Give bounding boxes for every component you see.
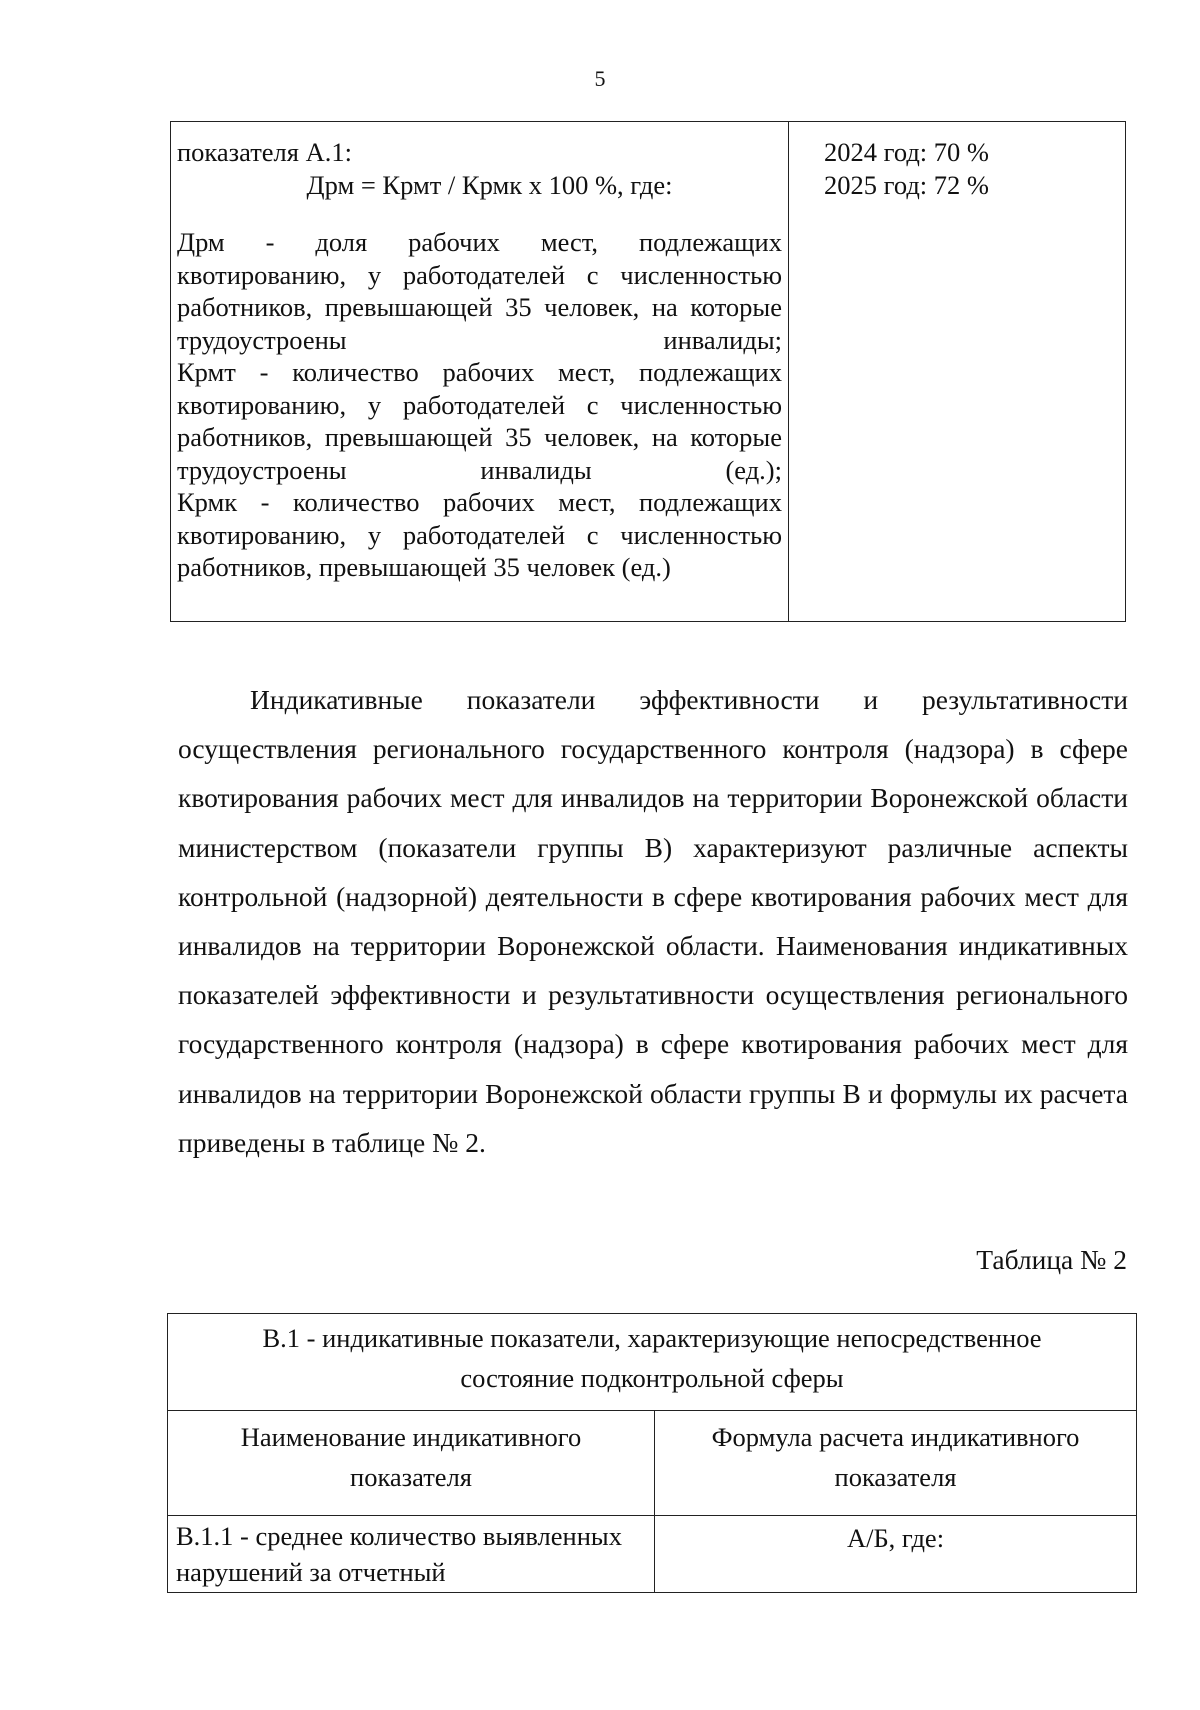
target-2024: 2024 год: 70 % — [824, 137, 989, 167]
definition-drm: Дрм - доля рабочих мест, подлежащих квотированию, у работодателей с численностью работников, превышающей 35 человек, на которые трудоустроены инвалиды; — [177, 227, 782, 355]
indicator-label: показателя А.1: — [177, 137, 352, 167]
column-header-name: Наименование индикативного показателя — [168, 1411, 655, 1516]
target-2025: 2025 год: 72 % — [824, 169, 989, 200]
table-caption: Таблица № 2 — [976, 1244, 1127, 1275]
indicator-table-a1 — [170, 121, 1126, 622]
formula: Дрм = Крмт / Крмк х 100 %, где: — [306, 169, 673, 200]
target-values-cell — [789, 122, 1126, 622]
definition-krmk: Крмк - количество рабочих мест, подлежащих квотированию, у работодателей с численностью работников, превышающей 35 человек (ед.) — [177, 487, 782, 582]
column-header-formula: Формула расчета индикативного показателя — [655, 1411, 1137, 1516]
indicator-name-cell: В.1.1 - среднее количество выявленных нарушений за отчетный — [168, 1516, 655, 1593]
body-paragraph: Индикативные показатели эффективности и результативности осуществления регионального государственного контроля (надзора) в сфере квотирования рабочих мест для инвалидов на территории Воронежской области министерством (показатели группы В) характеризуют различные аспекты контрольной (надзорной) деятельности в сфере квотирования рабочих мест для инвалидов на территории Воронежской области. Наименования индикативных показателей эффективности и результативности осуществления регионального государственного контроля (надзора) в сфере квотирования рабочих мест для инвалидов на территории Воронежской области группы В и формулы их расчета приведены в таблице № 2. — [178, 684, 1128, 1158]
indicator-table-b — [167, 1313, 1137, 1593]
page-number: 5 — [594, 66, 606, 91]
indicator-formula-cell: А/Б, где: — [655, 1516, 1137, 1593]
table2-group-header: В.1 - индикативные показатели, характеризующие непосредственное состояние подконтрольной сферы — [168, 1314, 1137, 1411]
formula-cell — [171, 122, 789, 622]
definition-krmt: Крмт - количество рабочих мест, подлежащих квотированию, у работодателей с численностью работников, превышающей 35 человек, на которые трудоустроены инвалиды (ед.); — [177, 357, 782, 485]
definitions — [177, 226, 782, 584]
table-row — [168, 1516, 1137, 1593]
